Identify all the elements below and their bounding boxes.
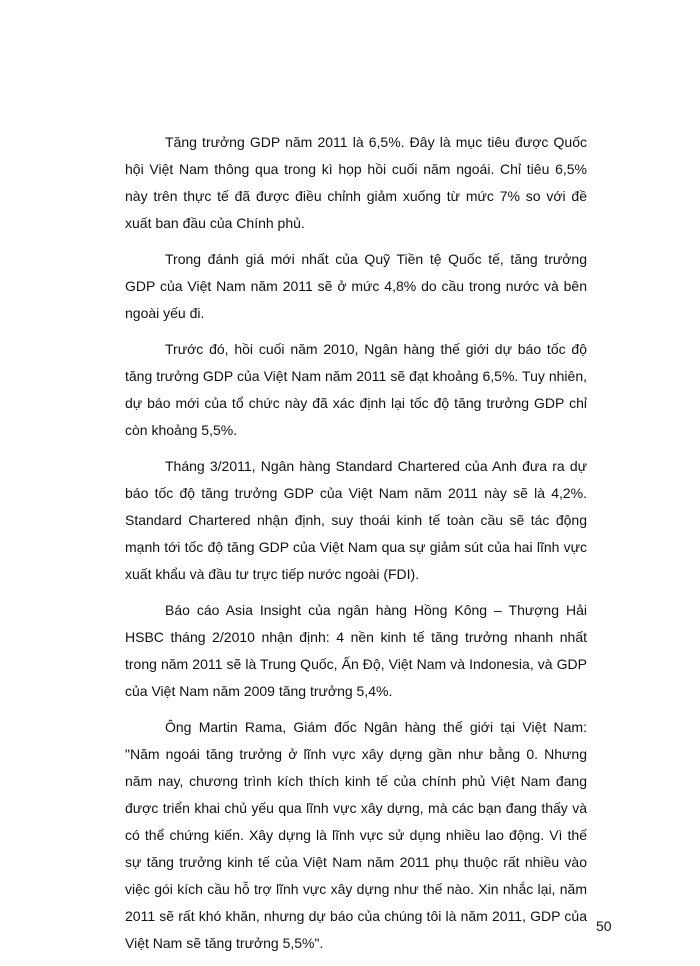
paragraph-gdp-target: Tăng trưởng GDP năm 2011 là 6,5%. Đây là mục tiêu được Quốc hội Việt Nam thông qua trong kì họp hồi cuối năm ngoái. Chỉ tiêu 6,5% này trên thực tế đã được điều chỉnh giảm xuống từ mức 7% so với đề xuất ban đầu của Chính phủ. [125, 134, 587, 231]
paragraph-imf-forecast: Trong đánh giá mới nhất của Quỹ Tiền tệ Quốc tế, tăng trưởng GDP của Việt Nam năm 2011 sẽ ở mức 4,8% do cầu trong nước và bên ngoài yếu đi. [125, 251, 587, 321]
paragraph-hsbc-report: Báo cáo Asia Insight của ngân hàng Hồng Kông – Thượng Hải HSBC tháng 2/2010 nhận định: 4 nền kinh tế tăng trưởng nhanh nhất trong năm 2011 sẽ là Trung Quốc, Ấn Độ, Việt Nam và Indonesia, và GDP của Việt Nam năm 2009 tăng trưởng 5,4%. [125, 602, 587, 699]
paragraph-world-bank-forecast: Trước đó, hồi cuối năm 2010, Ngân hàng thế giới dự báo tốc độ tăng trưởng GDP của Việt Nam năm 2011 sẽ đạt khoảng 6,5%. Tuy nhiên, dự báo mới của tổ chức này đã xác định lại tốc độ tăng trưởng GDP chỉ còn khoảng 5,5%. [125, 341, 587, 438]
paragraph-martin-rama-quote: Ông Martin Rama, Giám đốc Ngân hàng thế giới tại Việt Nam: "Năm ngoái tăng trưởng ở lĩnh vực xây dựng gần như bằng 0. Nhưng năm nay, chương trình kích thích kinh tế của chính phủ Việt Nam đang được triển khai chủ yếu qua lĩnh vực xây dựng, mà các bạn đang thấy và có thể chứng kiến. Xây dựng là lĩnh vực sử dụng nhiều lao động. Vì thế sự tăng trưởng kinh tế của Việt Nam năm 2011 phụ thuộc rất nhiều vào việc gói kích cầu hỗ trợ lĩnh vực xây dựng như thế nào. Xin nhắc lại, năm 2011 sẽ rất khó khăn, nhưng dự báo của chúng tôi là năm 2011, GDP của Việt Nam sẽ tăng trưởng 5,5%". [125, 719, 587, 951]
page-body [125, 129, 587, 966]
page-number: 50 [596, 918, 612, 934]
paragraph-standard-chartered: Tháng 3/2011, Ngân hàng Standard Chartered của Anh đưa ra dự báo tốc độ tăng trưởng GDP của Việt Nam năm 2011 này sẽ là 4,2%. Standard Chartered nhận định, suy thoái kinh tế toàn cầu sẽ tác động mạnh tới tốc độ tăng GDP của Việt Nam qua sự giảm sút của hai lĩnh vực xuất khẩu và đầu tư trực tiếp nước ngoài (FDI). [125, 458, 587, 582]
